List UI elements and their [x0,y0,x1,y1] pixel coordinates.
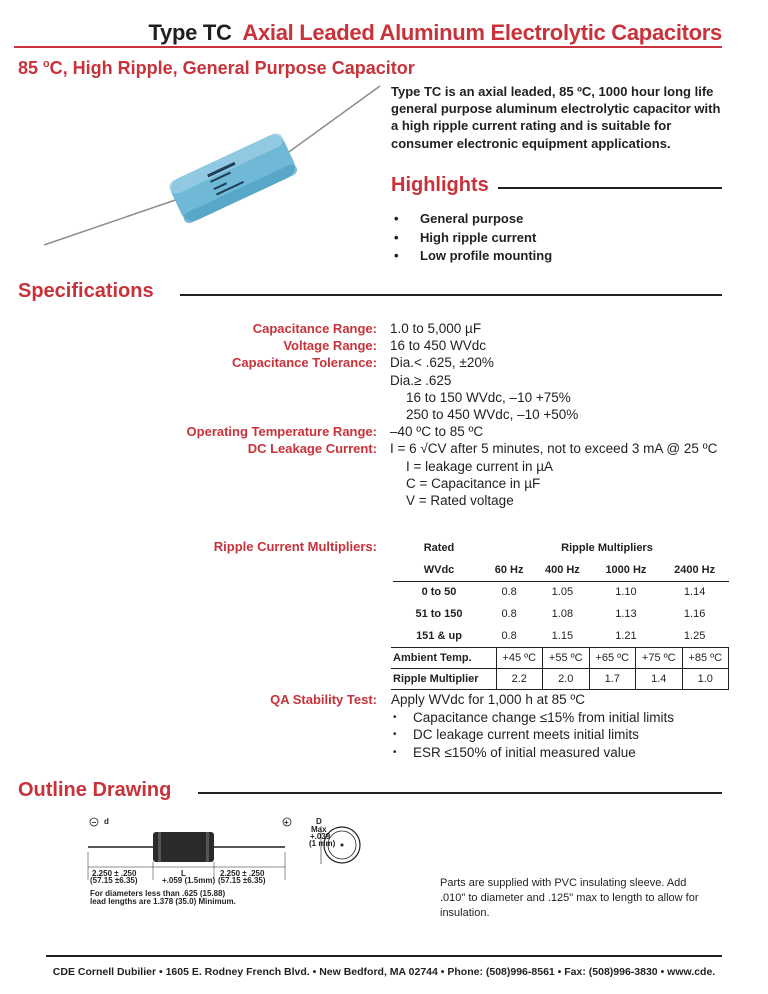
highlights-list [394,210,552,266]
page-title [0,20,722,46]
ripple-multiplier-table [393,537,729,648]
list-item: • DC leakage current meets initial limits [393,727,639,742]
list-item: • ESR ≤150% of initial measured value [393,744,636,760]
value-leakage-4: V = Rated voltage [406,493,514,509]
value-leakage-1: I = 6 √CV after 5 minutes, not to exceed 3 mA @ 25 ºC [390,441,718,457]
footer-contact: CDE Cornell Dubilier • 1605 E. Rodney French Blvd. • New Bedford, MA 02744 • Phone: (508)996-8561 • Fax: (508)996-3830 • www.cde. [52,966,716,978]
rated-header: Rated [423,542,455,554]
footer-rule [46,955,722,957]
spec-values [390,320,717,509]
label-capacitance-tolerance: Capacitance Tolerance: [232,355,377,371]
outline-rule [198,792,722,794]
highlights-rule [498,187,722,189]
label-operating-temperature: Operating Temperature Range: [186,424,377,440]
label-dc-leakage: DC Leakage Current: [247,441,377,457]
value-tolerance-4: 250 to 450 WVdc, –10 +50% [406,407,579,423]
outline-drawing [80,812,400,912]
wvdc-header: WVdc [393,559,485,581]
ambient-temp-label: Ambient Temp. [391,648,496,669]
value-tolerance-2: Dia.≥ .625 [390,372,452,388]
ripple-multiplier-label: Ripple Multiplier [391,669,496,690]
ripple-multipliers-header: Ripple Multipliers [561,542,653,554]
qa-text [391,691,674,761]
table-row: 0 to 50 0.8 1.05 1.10 1.14 [421,586,706,599]
dim-D-max: Max [311,825,327,834]
table-row: Ripple Multiplier 2.2 2.0 1.7 1.4 1.0 [391,669,729,690]
freq-header: 400 Hz [533,559,591,581]
value-leakage-3: C = Capacitance in µF [406,475,541,491]
list-item: • General purpose [394,211,524,226]
list-item: • Low profile mounting [394,248,553,263]
insulation-note: Parts are supplied with PVC insulating sleeve. Add .010" to diameter and .125" max to length to allow for insulation. [440,877,699,919]
title-main: Axial Leaded Aluminum Electrolytic Capacitors [242,20,722,45]
table-row: 51 to 150 0.8 1.08 1.13 1.16 [415,608,706,620]
value-tolerance-3: 16 to 150 WVdc, –10 +75% [406,389,571,405]
table-row: 151 & up 0.8 1.15 1.21 1.25 [393,625,729,647]
plus-sign: + [284,818,289,827]
capacitor-photo [40,80,385,250]
dim-D-label: D [316,817,322,826]
value-leakage-2: I = leakage current in µA [406,458,553,474]
table-row: Ambient Temp. +45 ºC +55 ºC +65 ºC +75 ºC +85 ºC [391,648,729,669]
value-capacitance-range: 1.0 to 5,000 µF [390,321,482,336]
minus-sign: − [91,818,97,827]
dim-l: L [181,869,186,878]
value-temperature: –40 ºC to 85 ºC [390,424,484,440]
qa-line: Apply WVdc for 1,000 h at 85 ºC [391,692,586,707]
specifications-rule [180,294,722,296]
dim-D-mm: (1 mm) [309,839,336,848]
label-ripple-multipliers: Ripple Current Multipliers: [213,539,377,554]
freq-header: 60 Hz [485,559,533,581]
spec-labels [187,320,377,458]
header-rule [14,46,722,48]
list-item: • Capacitance change ≤15% from initial limits [393,709,675,725]
intro-text: Type TC is an axial leaded, 85 ºC, 1000 hour long life general purpose aluminum electrolytic capacitor with a high ripple current rating and is suitable for consumer electronic equipment applications. [391,84,721,151]
outline-heading: Outline Drawing [18,779,172,801]
footnote-1: For diameters less than .625 (15.88) [90,889,226,898]
label-voltage-range: Voltage Range: [283,338,377,354]
freq-header: 1000 Hz [592,559,661,581]
value-tolerance-1: Dia.< .625, ±20% [390,355,494,371]
value-voltage-range: 16 to 450 WVdc [390,338,487,354]
dim-l-tol: +.059 (1.5mm) [162,876,216,885]
ambient-temp-table [391,647,729,690]
freq-header: 2400 Hz [660,559,729,581]
label-capacitance-range: Capacitance Range: [252,321,377,336]
dim-lead-1: 2.250 ± .250 [92,869,137,878]
dim-d-label: d [104,817,109,826]
footnote-2: lead lengths are 1.378 (35.0) Minimum. [90,897,236,906]
label-qa-stability: QA Stability Test: [270,692,377,707]
dim-lead-2b: (57.15 ±6.35) [218,876,266,885]
dim-lead-2: 2.250 ± .250 [220,869,265,878]
dim-lead-1b: (57.15 ±6.35) [90,876,138,885]
highlights-heading: Highlights [391,174,489,196]
title-type: Type TC [148,20,232,45]
subtitle: 85 $^o$C, High Ripple, General Purpose Capacitor [18,58,415,78]
dim-D-tol: +.039 [310,832,331,841]
list-item: • High ripple current [394,229,537,245]
specifications-heading: Specifications [18,280,154,302]
